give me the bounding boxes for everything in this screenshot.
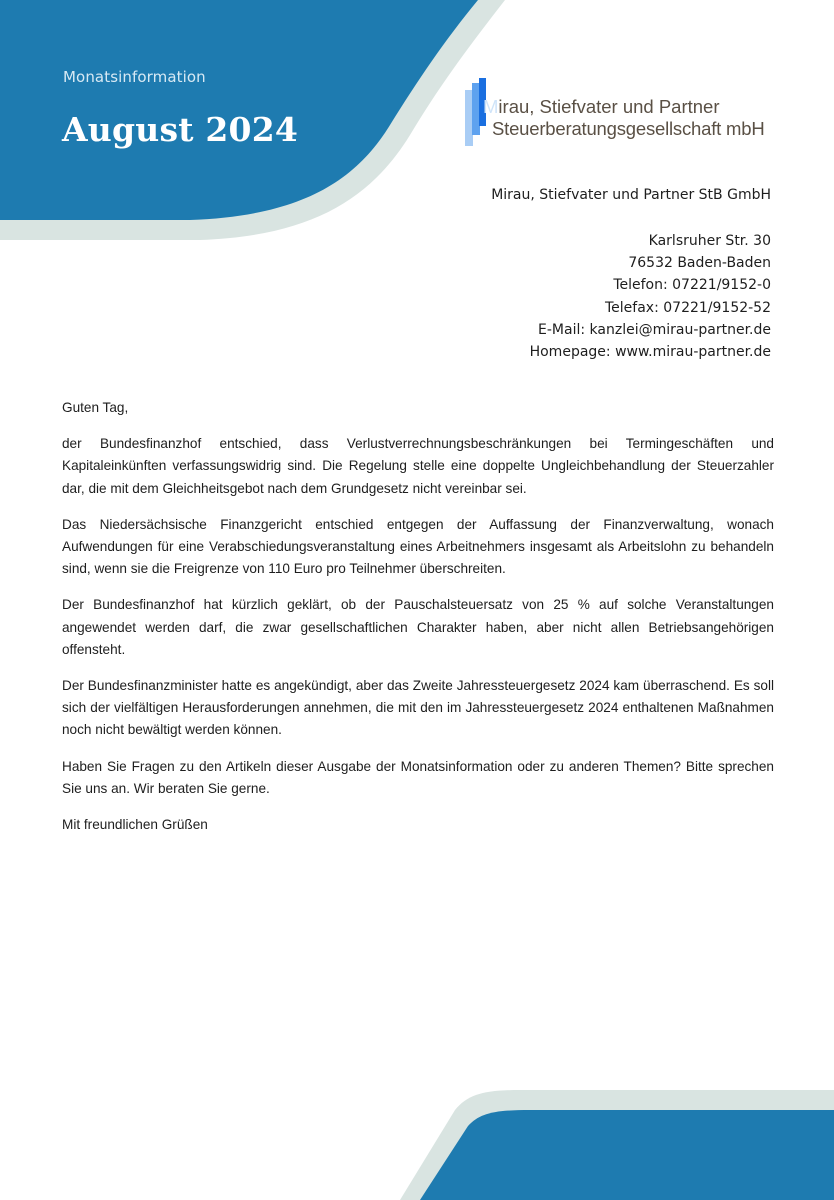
company-logo	[465, 78, 795, 150]
letter-paragraph: Der Bundesfinanzminister hatte es angekündigt, aber das Zweite Jahressteuergesetz 2024 kam überraschend. Es soll sich der vielfältigen Herausforderungen annehmen, die mit den im Jahressteuergesetz 2024 enthaltenen Maßnahmen noch nicht bewältigt werden können.	[62, 678, 774, 738]
sender-street: Karlsruher Str. 30	[648, 233, 771, 249]
logo-text-line2: Steuerberatungsgesellschaft mbH	[492, 118, 765, 139]
sender-homepage[interactable]: Homepage: www.mirau-partner.de	[529, 344, 771, 361]
letter-paragraph: der Bundesfinanzhof entschied, dass Verlustverrechnungsbeschränkungen bei Termingeschäften und Kapitaleinkünften verfassungswidrig sind. Die Regelung stelle eine doppelte Ungleichbehandlung der Steuerzahler dar, die mit dem Gleichheitsgebot nach dem Grundgesetz nicht vereinbar sei.	[62, 436, 774, 496]
letter-closing: Mit freundlichen Grüßen	[62, 817, 208, 833]
logo-text-line1: Mirau, Stiefvater und Partner	[483, 96, 720, 117]
issue-title: August 2024	[62, 110, 299, 149]
sender-fax: Telefax: 07221/9152-52	[605, 299, 771, 316]
letter-paragraph: Der Bundesfinanzhof hat kürzlich geklärt, ob der Pauschalsteuersatz von 25 % auf solche Veranstaltungen angewendet werden darf, die zwar gesellschaftlichen Charakter haben, aber nicht allen Betriebsangehörigen offensteht.	[62, 597, 774, 657]
sender-address-block	[530, 230, 771, 363]
letter-paragraph: Das Niedersächsische Finanzgericht entschied entgegen der Auffassung der Finanzverwaltung, wonach Aufwendungen für eine Verabschiedungsveranstaltung eines Arbeitnehmers insgesamt als Arbeitslohn zu behandeln sind, wenn sie die Freigrenze von 110 Euro pro Teilnehmer überschreiten.	[62, 516, 774, 577]
sender-company: Mirau, Stiefvater und Partner StB GmbH	[491, 187, 771, 203]
letter-greeting: Guten Tag,	[62, 400, 129, 415]
sender-email[interactable]: E-Mail: kanzlei@mirau-partner.de	[538, 321, 771, 338]
sender-city: 76532 Baden-Baden	[628, 255, 771, 272]
letter-paragraph: Haben Sie Fragen zu den Artikeln dieser Ausgabe der Monatsinformation oder zu anderen Themen? Bitte sprechen Sie uns an. Wir beraten Sie gerne.	[62, 758, 774, 796]
letter-body	[62, 397, 774, 850]
sender-phone: Telefon: 07221/9152-0	[613, 277, 771, 294]
publication-type-label: Monatsinformation	[63, 68, 206, 86]
